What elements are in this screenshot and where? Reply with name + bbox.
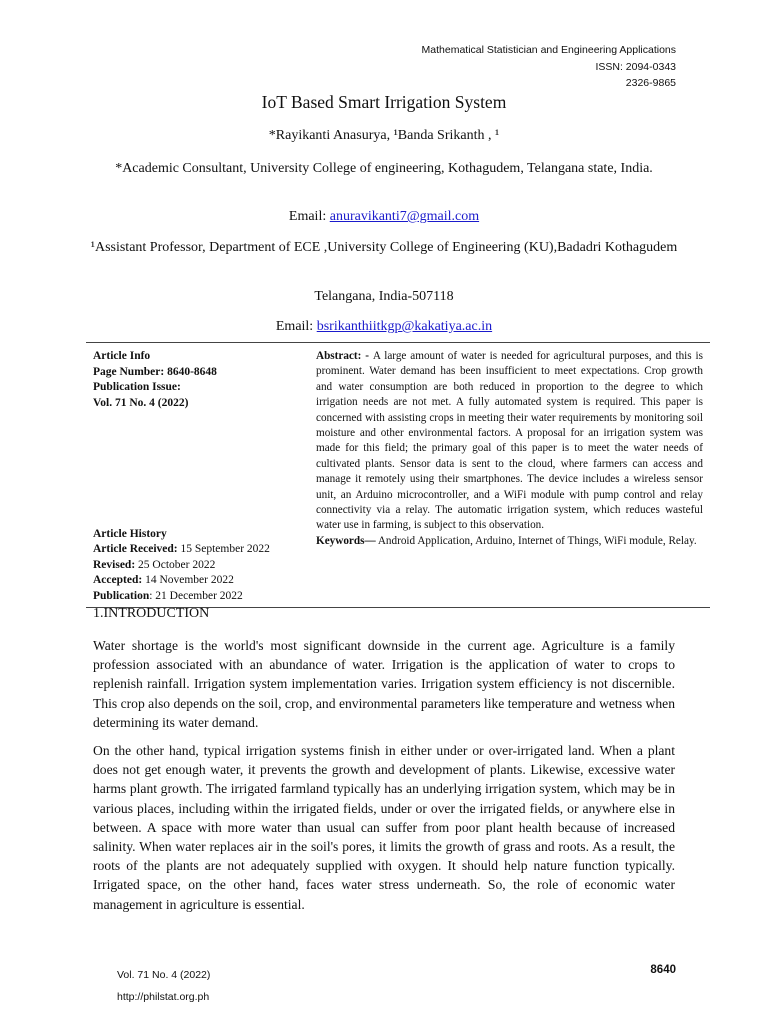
abstract-text: A large amount of water is needed for agricultural purposes, and this is prominent. Water demand has been insufficient to meet expectations. Crop growth and water consumption are both reduced in proportion to the degree to which irrigation needs are not met. A fully automated system is required. This paper is concerned with assisting crops in meeting their water requirements by monitoring soil moisture and other environmental factors. A proposal for an irrigation system was made for this field; the primary goal of this paper is to meet the water needs of cultivated plants. Sensor data is sent to the cloud, where farmers can access and manage it remotely using their smartphones. The device includes a wireless sensor unit, an Arduino microcontroller, and a WiFi module with pump control and relay connectivity via a relay. The automatic irrigation system, which reduces wasteful water use in farming, is subject to this observation. — [316, 350, 703, 532]
page-number: Page Number: 8640-8648 — [93, 365, 217, 378]
email-2-line — [80, 317, 688, 336]
footer — [117, 964, 210, 1008]
keywords — [316, 534, 703, 549]
revised-label: Revised: — [93, 558, 136, 571]
email-2-label: Email: — [275, 319, 317, 334]
article-history-heading: Article History — [93, 528, 167, 540]
abstract — [316, 349, 703, 534]
email-1-label: Email: — [288, 209, 330, 224]
keywords-text: Android Application, Arduino, Internet of Things, WiFi module, Relay. — [375, 534, 697, 547]
received-line — [93, 542, 308, 557]
email-2-link[interactable]: bsrikanthiitkgp@kakatiya.ac.in — [316, 319, 493, 334]
revised-date: 25 October 2022 — [135, 558, 216, 571]
section-heading: 1.INTRODUCTION — [93, 606, 210, 621]
email-1-line — [80, 207, 688, 226]
volume: Vol. 71 No. 4 (2022) — [93, 396, 189, 409]
footer-url[interactable]: http://philstat.org.ph — [117, 991, 210, 1003]
article-info-box — [86, 342, 710, 608]
page-number-footer: 8640 — [650, 964, 676, 976]
keywords-label: Keywords— — [316, 534, 376, 547]
received-date: 15 September 2022 — [177, 543, 270, 556]
accepted-date: 14 November 2022 — [142, 574, 234, 587]
accepted-line — [93, 573, 308, 588]
affiliation-2-location: Telangana, India-507118 — [314, 289, 454, 304]
accepted-label: Accepted: — [93, 574, 143, 587]
email-1-link[interactable]: anuravikanti7@gmail.com — [329, 209, 480, 224]
footer-volume: Vol. 71 No. 4 (2022) — [117, 969, 211, 981]
publication-label: Publication — [93, 589, 150, 602]
received-label: Article Received: — [93, 543, 178, 556]
revised-line — [93, 558, 308, 573]
article-info — [93, 349, 303, 411]
intro-paragraph-2: On the other hand, typical irrigation systems finish in either under or over-irrigated land. When a plant does not get enough water, it prevents the growth and development of plants. Likewise, excessive water harms plant growth. The irrigated farmland typically has an underlying irrigation system, which may be in various places, including within the irrigated fields, under or over the irrigated fields, or anywhere else in between. A space with more water than usual can suffer from poor plant health because of increased salinity. When water replaces air in the soil's pores, it limits the growth of grass and roots. As a result, the roots of the plants are not adequately supplied with oxygen. It should help nature function typically. Irrigated space, on the other hand, faces water stress underneath. So, the role of economic water management in agriculture is essential. — [93, 743, 675, 912]
journal-header — [422, 42, 676, 92]
authors: *Rayikanti Anasurya, ¹Banda Srikanth , ¹ — [268, 128, 500, 143]
affiliation-2: ¹Assistant Professor, Department of ECE ,University College of Engineering (KU),Badadri Kothagudem — [90, 240, 678, 255]
article-info-heading: Article Info — [93, 350, 151, 362]
publication-issue-label: Publication Issue: — [93, 381, 181, 393]
issn-online: 2326-9865 — [625, 77, 676, 89]
journal-name: Mathematical Statistician and Engineering Applications — [421, 44, 676, 56]
issn-print: ISSN: 2094-0343 — [595, 60, 676, 73]
publication-date: : 21 December 2022 — [149, 589, 243, 602]
intro-paragraph-1: Water shortage is the world's most significant downside in the current age. Agriculture is a family profession associated with an abundance of water. Irrigation is the application of water to crops to replenish rainfall. Irrigation system implementation varies. Irrigation system efficiency is not discernible. This crop also depends on the soil, crop, and environmental parameters like temperature and wetness when determining its water demand. — [93, 638, 675, 730]
abstract-block — [316, 349, 703, 549]
article-history — [93, 527, 308, 604]
publication-line — [93, 589, 308, 604]
abstract-label: Abstract: - — [316, 350, 373, 362]
paper-title: IoT Based Smart Irrigation System — [261, 92, 507, 112]
affiliation-1: *Academic Consultant, University College of engineering, Kothagudem, Telangana state, India. — [115, 161, 653, 176]
